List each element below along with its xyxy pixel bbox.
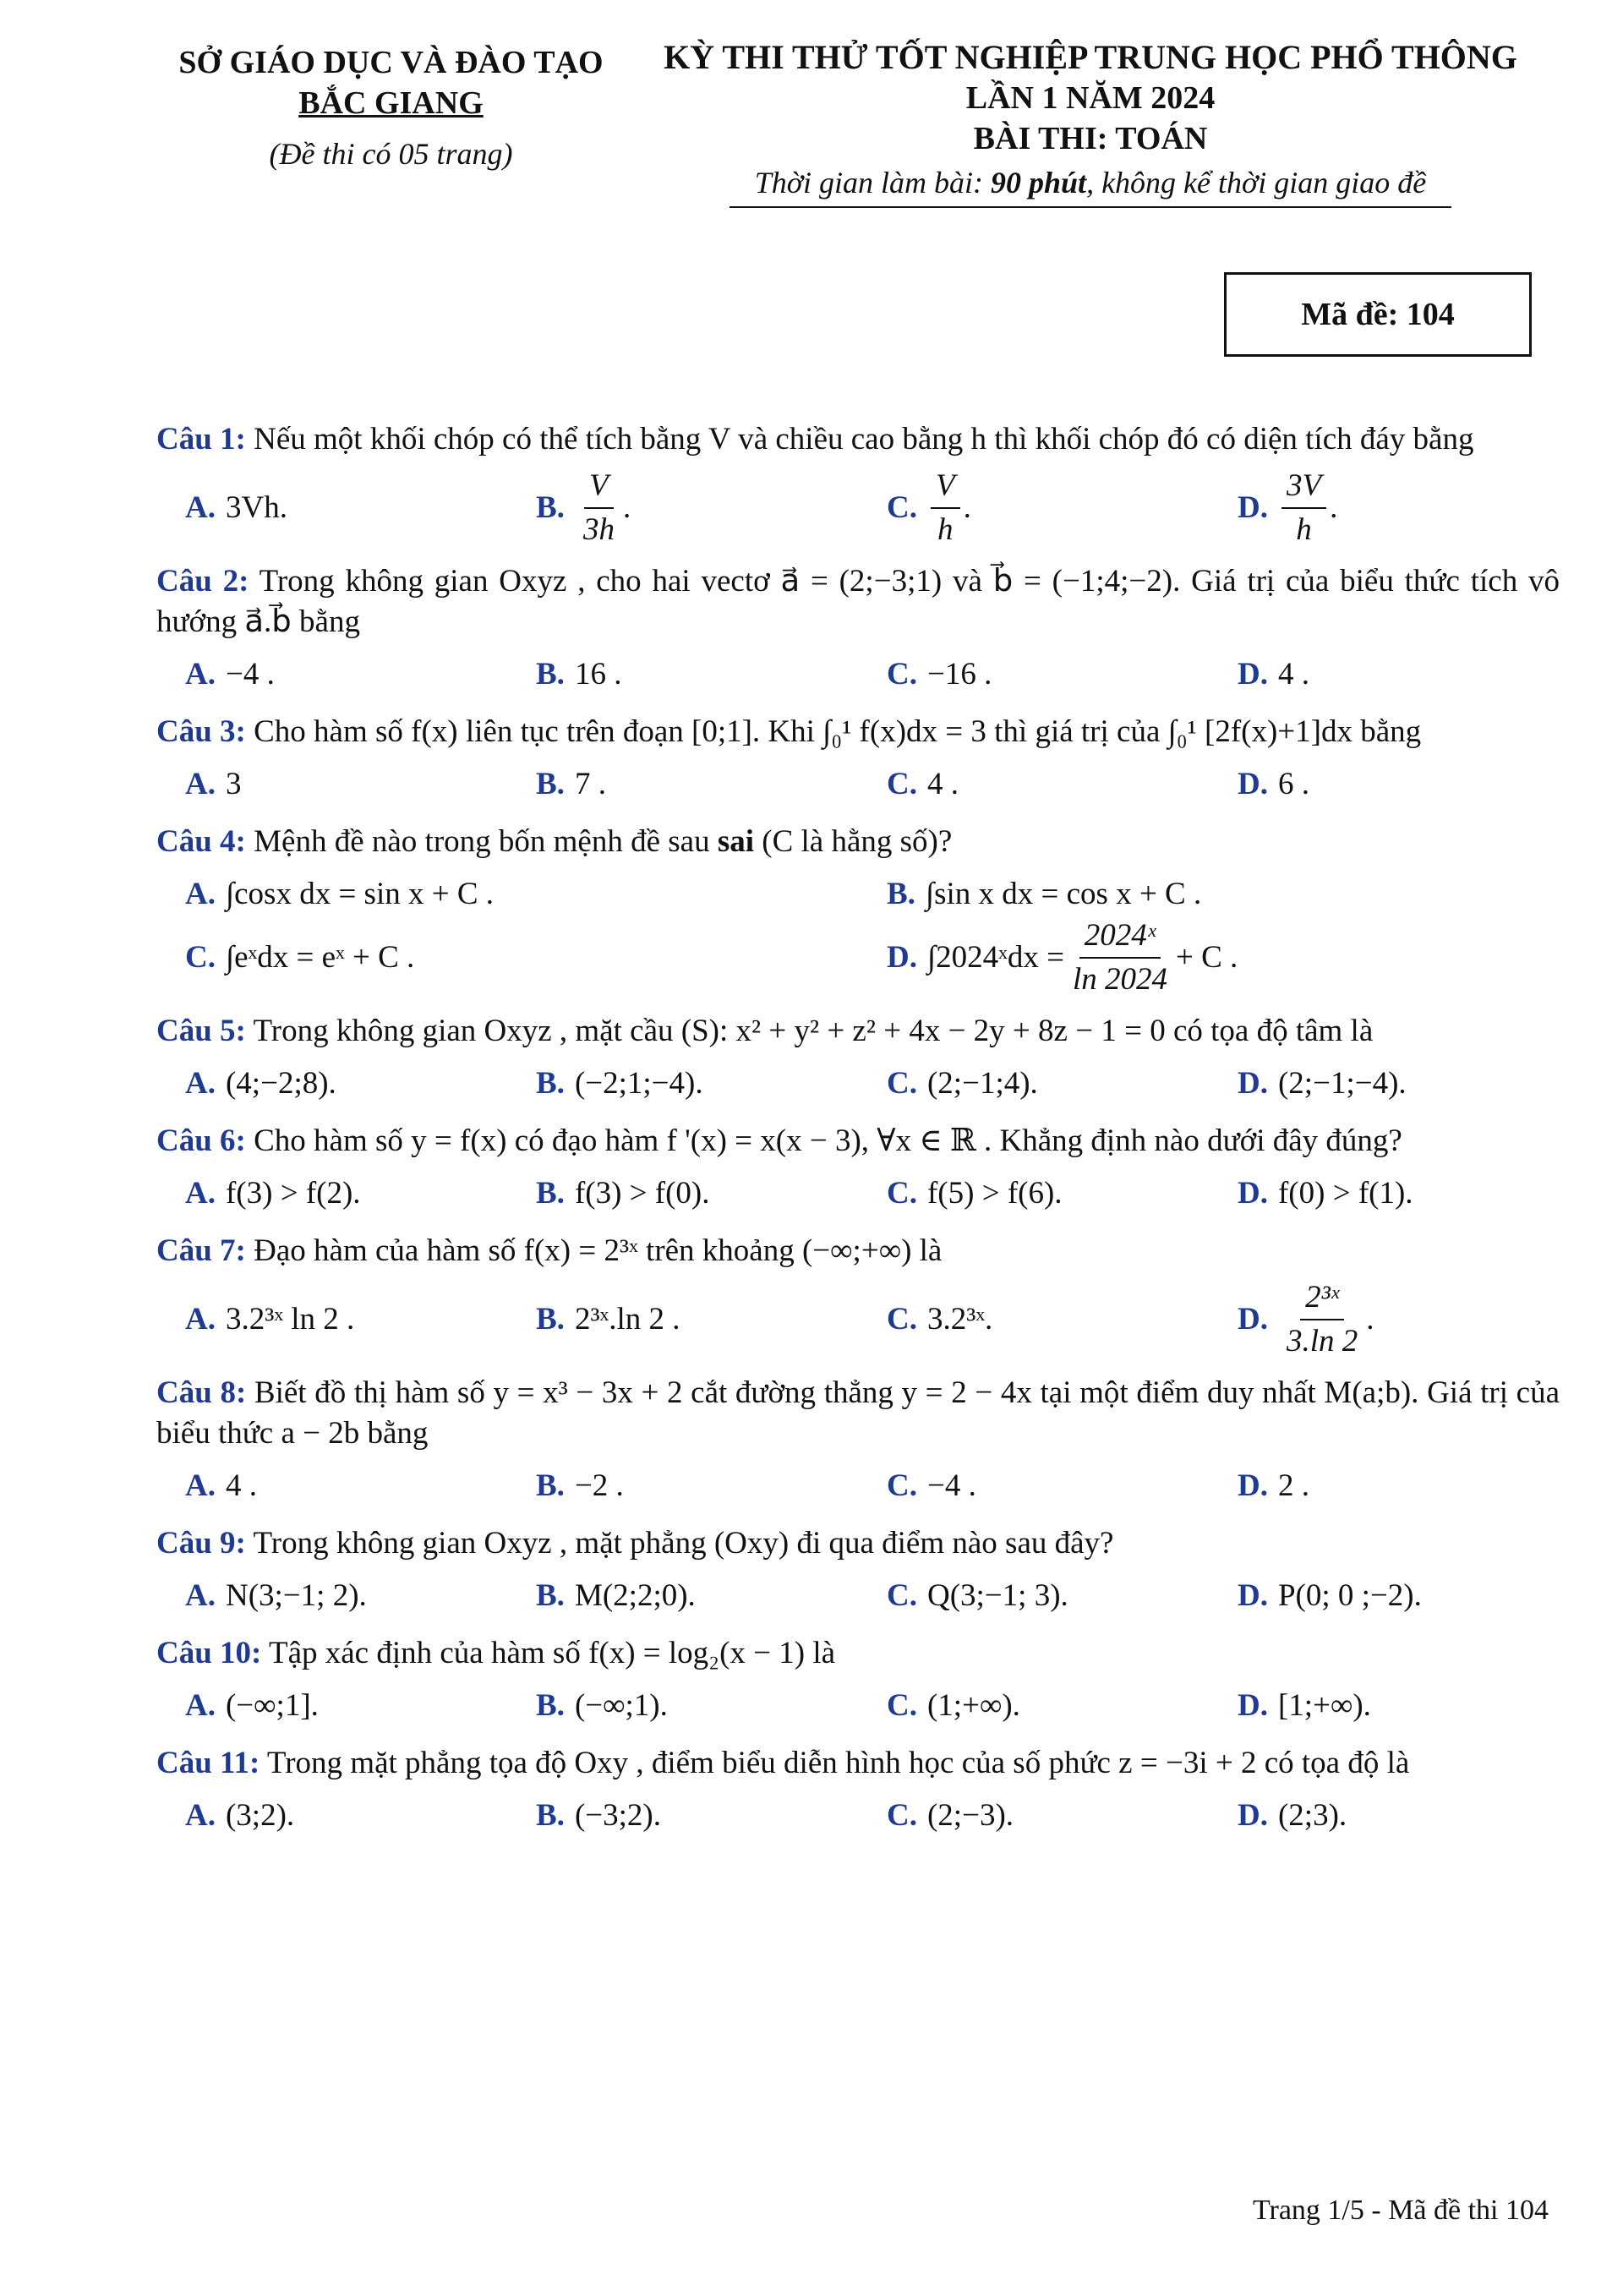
- fraction-denominator: 3.ln 2: [1286, 1324, 1358, 1358]
- answer-options: [156, 1462, 1560, 1510]
- fraction-numerator: 3V: [1281, 468, 1326, 509]
- fraction-numerator: 2³ˣ: [1300, 1280, 1344, 1320]
- answer-option-a[interactable]: [156, 1682, 507, 1730]
- answer-option-d[interactable]: [1209, 651, 1560, 698]
- option-label: A.: [185, 1688, 216, 1723]
- option-label: C.: [887, 490, 917, 525]
- option-label: C.: [887, 1468, 917, 1503]
- question-text: Tập xác định của hàm số f(x) = log₂(x − 1) là: [268, 1636, 836, 1670]
- fraction-denominator: h: [1296, 512, 1312, 547]
- answer-option-a[interactable]: [156, 651, 507, 698]
- option-text: ∫sin x dx = cos x + C .: [925, 877, 1202, 911]
- option-label: C.: [887, 1798, 917, 1833]
- answer-option-d[interactable]: [858, 918, 1560, 998]
- question-label: Câu 3:: [156, 714, 246, 749]
- fraction-denominator: ln 2024: [1072, 962, 1167, 997]
- question-stem: [156, 712, 1560, 752]
- question-5: [156, 1011, 1560, 1107]
- question-10: [156, 1633, 1560, 1730]
- answer-option-d[interactable]: [1209, 1060, 1560, 1107]
- answer-option-b[interactable]: [507, 1060, 858, 1107]
- page-count-note: (Đề thi có 05 trang): [269, 137, 513, 171]
- option-label: B.: [536, 490, 565, 525]
- answer-option-b[interactable]: [507, 1280, 858, 1359]
- option-text: f(5) > f(6).: [926, 1176, 1063, 1211]
- answer-option-b[interactable]: [507, 1462, 858, 1510]
- question-text: Nếu một khối chóp có thể tích bằng V và chiều cao bằng h thì khối chóp đó có diện tích đáy bằng: [254, 422, 1474, 456]
- question-8: [156, 1373, 1560, 1510]
- question-11: [156, 1743, 1560, 1840]
- header-left: [165, 42, 617, 174]
- question-text: Trong không gian Oxyz , cho hai vectơ a⃗ = (2;−3;1) và b⃗ = (−1;4;−2). Giá trị của biểu thức tích vô hướng a⃗.b⃗ bằng: [156, 564, 1560, 639]
- question-label: Câu 5:: [156, 1014, 246, 1048]
- option-text: (2;−1;−4).: [1277, 1066, 1407, 1101]
- question-stem: [156, 1743, 1560, 1784]
- option-text: f(3) > f(2).: [225, 1176, 361, 1211]
- answer-option-b[interactable]: [858, 871, 1560, 918]
- option-label: C.: [185, 940, 216, 975]
- option-text: 4 .: [225, 1468, 257, 1503]
- answer-options: [156, 871, 1560, 998]
- option-prefix: ∫2024ˣdx =: [926, 940, 1064, 975]
- option-text: ∫cosx dx = sin x + C .: [225, 877, 495, 911]
- option-text: 2 .: [1277, 1468, 1309, 1503]
- answer-options: [156, 761, 1560, 808]
- option-suffix: .: [622, 490, 631, 525]
- question-label: Câu 4:: [156, 824, 246, 859]
- answer-option-d[interactable]: [1209, 1572, 1560, 1620]
- answer-option-b[interactable]: [507, 1792, 858, 1840]
- answer-option-c[interactable]: [858, 1462, 1209, 1510]
- option-label: D.: [1238, 1176, 1268, 1211]
- option-text: M(2;2;0).: [574, 1578, 696, 1613]
- option-label: D.: [1238, 767, 1268, 801]
- question-stem: [156, 822, 1560, 862]
- option-text: Q(3;−1; 3).: [926, 1578, 1068, 1613]
- option-label: B.: [536, 1578, 565, 1613]
- option-text: f(3) > f(0).: [574, 1176, 710, 1211]
- question-2: [156, 561, 1560, 698]
- fraction-numerator: 2024ˣ: [1079, 918, 1161, 959]
- answer-option-a[interactable]: [156, 871, 858, 918]
- option-text: 4 .: [926, 767, 959, 801]
- exam-subject: BÀI THI: TOÁN: [973, 121, 1208, 156]
- option-text: 3Vh.: [225, 490, 287, 525]
- option-text: (−∞;1).: [574, 1688, 668, 1723]
- answer-option-c[interactable]: [858, 1060, 1209, 1107]
- option-text: (3;2).: [225, 1798, 295, 1833]
- answer-option-b[interactable]: [507, 1572, 858, 1620]
- question-label: Câu 9:: [156, 1526, 246, 1561]
- option-label: A.: [185, 490, 216, 525]
- option-label: B.: [887, 877, 915, 911]
- option-label: C.: [887, 1578, 917, 1613]
- answer-option-b[interactable]: [507, 1682, 858, 1730]
- option-label: C.: [887, 1688, 917, 1723]
- answer-option-c[interactable]: [858, 651, 1209, 698]
- answer-option-a[interactable]: [156, 1060, 507, 1107]
- answer-option-a[interactable]: [156, 1280, 507, 1359]
- answer-option-b[interactable]: [507, 651, 858, 698]
- option-label: A.: [185, 877, 216, 911]
- question-text: Biết đồ thị hàm số y = x³ − 3x + 2 cắt đường thẳng y = 2 − 4x tại một điểm duy nhất M(a;b). Giá trị của biểu thức a − 2b bằng: [156, 1375, 1560, 1451]
- answer-option-a[interactable]: [156, 761, 507, 808]
- option-text: 3.2³ˣ ln 2 .: [225, 1302, 355, 1337]
- option-text: 3.2³ˣ.: [926, 1302, 993, 1337]
- fraction: [1281, 468, 1326, 548]
- answer-option-d[interactable]: [1209, 1682, 1560, 1730]
- option-text: 3: [225, 767, 242, 801]
- fraction: [1281, 1280, 1363, 1359]
- option-label: D.: [1238, 1468, 1268, 1503]
- option-label: D.: [1238, 1578, 1268, 1613]
- option-label: A.: [185, 1468, 216, 1503]
- option-label: A.: [185, 1066, 216, 1101]
- option-label: B.: [536, 1176, 565, 1211]
- option-label: D.: [887, 940, 917, 975]
- answer-options: [156, 1170, 1560, 1217]
- answer-option-c[interactable]: [858, 761, 1209, 808]
- option-label: A.: [185, 657, 216, 692]
- answer-option-c[interactable]: [858, 1170, 1209, 1217]
- answer-options: [156, 1792, 1560, 1840]
- option-text: (2;−1;4).: [926, 1066, 1038, 1101]
- option-label: C.: [887, 1066, 917, 1101]
- option-text: 2³ˣ.ln 2 .: [574, 1302, 680, 1337]
- question-text: Cho hàm số y = f(x) có đạo hàm f '(x) = x(x − 3), ∀x ∈ ℝ . Khẳng định nào dưới đây đúng?: [254, 1123, 1402, 1158]
- exam-title: KỲ THI THỬ TỐT NGHIỆP TRUNG HỌC PHỔ THÔNG: [664, 38, 1517, 76]
- fraction: [931, 468, 960, 548]
- option-text: −4 .: [225, 657, 275, 692]
- option-label: B.: [536, 1302, 565, 1337]
- question-text-part: Mệnh đề nào trong bốn mệnh đề sau: [254, 824, 718, 859]
- option-text: 4 .: [1277, 657, 1309, 692]
- question-stem: [156, 1121, 1560, 1162]
- question-9: [156, 1523, 1560, 1620]
- answer-option-c[interactable]: [858, 1682, 1209, 1730]
- question-label: Câu 10:: [156, 1636, 262, 1670]
- question-4: [156, 822, 1560, 998]
- answer-options: [156, 468, 1560, 548]
- question-text: Trong không gian Oxyz , mặt phẳng (Oxy) đi qua điểm nào sau đây?: [253, 1526, 1114, 1561]
- option-suffix: .: [1330, 490, 1338, 525]
- option-label: C.: [887, 657, 917, 692]
- option-suffix: .: [1366, 1302, 1374, 1337]
- question-1: [156, 419, 1560, 548]
- question-label: Câu 7:: [156, 1233, 246, 1268]
- option-text: (2;−3).: [926, 1798, 1014, 1833]
- question-label: Câu 1:: [156, 422, 246, 456]
- option-label: B.: [536, 1688, 565, 1723]
- question-text: Đạo hàm của hàm số f(x) = 2³ˣ trên khoảng (−∞;+∞) là: [254, 1233, 943, 1268]
- fraction-denominator: 3h: [582, 512, 615, 547]
- department-name: SỞ GIÁO DỤC VÀ ĐÀO TẠO: [178, 45, 604, 80]
- question-text-part: sai: [717, 824, 755, 859]
- answer-option-d[interactable]: [1209, 1170, 1560, 1217]
- answer-options: [156, 1060, 1560, 1107]
- option-label: D.: [1238, 1798, 1268, 1833]
- fraction-numerator: V: [584, 468, 614, 509]
- answer-option-d[interactable]: [1209, 761, 1560, 808]
- option-label: C.: [887, 1176, 917, 1211]
- option-text: P(0; 0 ;−2).: [1277, 1578, 1422, 1613]
- option-text: N(3;−1; 2).: [225, 1578, 367, 1613]
- question-stem: [156, 1011, 1560, 1052]
- exam-code: Mã đề: 104: [1301, 297, 1455, 332]
- exam-round: LẦN 1 NĂM 2024: [965, 80, 1216, 116]
- time-note-duration: 90 phút: [991, 166, 1087, 200]
- option-text: −16 .: [926, 657, 992, 692]
- option-text: (−2;1;−4).: [574, 1066, 703, 1101]
- option-label: B.: [536, 1798, 565, 1833]
- question-3: [156, 712, 1560, 808]
- answer-option-c[interactable]: [858, 1280, 1209, 1359]
- question-stem: [156, 1523, 1560, 1564]
- question-text: Trong mặt phẳng tọa độ Oxy , điểm biểu diễn hình học của số phức z = −3i + 2 có tọa độ là: [266, 1746, 1410, 1780]
- option-label: B.: [536, 657, 565, 692]
- header-right: [626, 37, 1555, 208]
- question-text: Cho hàm số f(x) liên tục trên đoạn [0;1]. Khi ∫₀¹ f(x)dx = 3 thì giá trị của ∫₀¹ [2f(x)+1]dx bằng: [254, 714, 1422, 749]
- question-stem: [156, 1373, 1560, 1454]
- question-label: Câu 8:: [156, 1375, 247, 1410]
- option-text: 6 .: [1277, 767, 1309, 801]
- option-label: A.: [185, 1578, 216, 1613]
- option-text: ∫eˣdx = eˣ + C .: [225, 940, 415, 975]
- question-stem: [156, 1231, 1560, 1271]
- answer-option-d[interactable]: [1209, 1462, 1560, 1510]
- answer-option-c[interactable]: [858, 468, 1209, 548]
- question-label: Câu 6:: [156, 1123, 246, 1158]
- answer-option-a[interactable]: [156, 1170, 507, 1217]
- option-label: A.: [185, 1302, 216, 1337]
- answer-options: [156, 1572, 1560, 1620]
- time-note-a: Thời gian làm bài:: [754, 166, 992, 200]
- province-name: BẮC GIANG: [298, 85, 484, 121]
- answer-option-d[interactable]: [1209, 1280, 1560, 1359]
- option-label: A.: [185, 767, 216, 801]
- question-stem: [156, 561, 1560, 642]
- option-text: (−∞;1].: [225, 1688, 319, 1723]
- answer-option-a[interactable]: [156, 1462, 507, 1510]
- answer-option-c[interactable]: [858, 1792, 1209, 1840]
- question-label: Câu 2:: [156, 564, 249, 599]
- option-text: (−3;2).: [574, 1798, 661, 1833]
- option-text: (1;+∞).: [926, 1688, 1020, 1723]
- option-label: C.: [887, 767, 917, 801]
- option-label: D.: [1238, 1302, 1268, 1337]
- option-label: B.: [536, 1066, 565, 1101]
- answer-option-b[interactable]: [507, 468, 858, 548]
- time-note-c: , không kể thời gian giao đề: [1086, 166, 1427, 200]
- answer-options: [156, 1280, 1560, 1359]
- fraction-denominator: h: [937, 512, 954, 547]
- option-label: D.: [1238, 1066, 1268, 1101]
- option-label: B.: [536, 1468, 565, 1503]
- question-list: [156, 406, 1560, 1840]
- option-label: A.: [185, 1798, 216, 1833]
- fraction-numerator: V: [931, 468, 960, 509]
- answer-option-a[interactable]: [156, 468, 507, 548]
- option-label: C.: [887, 1302, 917, 1337]
- answer-option-d[interactable]: [1209, 1792, 1560, 1840]
- option-text: (2;3).: [1277, 1798, 1347, 1833]
- question-stem: [156, 419, 1560, 460]
- option-label: B.: [536, 767, 565, 801]
- option-text: 16 .: [574, 657, 622, 692]
- time-note: [730, 162, 1451, 208]
- answer-option-b[interactable]: [507, 1170, 858, 1217]
- question-stem: [156, 1633, 1560, 1674]
- answer-options: [156, 1682, 1560, 1730]
- answer-option-a[interactable]: [156, 1572, 507, 1620]
- answer-option-a[interactable]: [156, 1792, 507, 1840]
- option-label: A.: [185, 1176, 216, 1211]
- option-suffix: .: [963, 490, 971, 525]
- option-label: D.: [1238, 657, 1268, 692]
- fraction: [1068, 918, 1172, 998]
- question-7: [156, 1231, 1560, 1359]
- option-suffix: + C .: [1175, 940, 1238, 975]
- answer-option-b[interactable]: [507, 761, 858, 808]
- answer-option-c[interactable]: [156, 918, 858, 998]
- answer-options: [156, 651, 1560, 698]
- option-text: (4;−2;8).: [225, 1066, 336, 1101]
- answer-option-c[interactable]: [858, 1572, 1209, 1620]
- exam-code-box: [1224, 272, 1532, 357]
- fraction: [578, 468, 620, 548]
- option-label: D.: [1238, 490, 1268, 525]
- question-text: Trong không gian Oxyz , mặt cầu (S): x² + y² + z² + 4x − 2y + 8z − 1 = 0 có tọa độ tâm là: [253, 1014, 1374, 1048]
- page-footer: Trang 1/5 - Mã đề thi 104: [1252, 2195, 1549, 2226]
- option-label: D.: [1238, 1688, 1268, 1723]
- option-text: 7 .: [574, 767, 606, 801]
- option-text: [1;+∞).: [1277, 1688, 1371, 1723]
- option-text: −4 .: [926, 1468, 976, 1503]
- answer-option-d[interactable]: [1209, 468, 1560, 548]
- question-label: Câu 11:: [156, 1746, 260, 1780]
- question-6: [156, 1121, 1560, 1217]
- option-text: −2 .: [574, 1468, 624, 1503]
- option-text: f(0) > f(1).: [1277, 1176, 1413, 1211]
- question-text-part: (C là hằng số)?: [754, 824, 953, 859]
